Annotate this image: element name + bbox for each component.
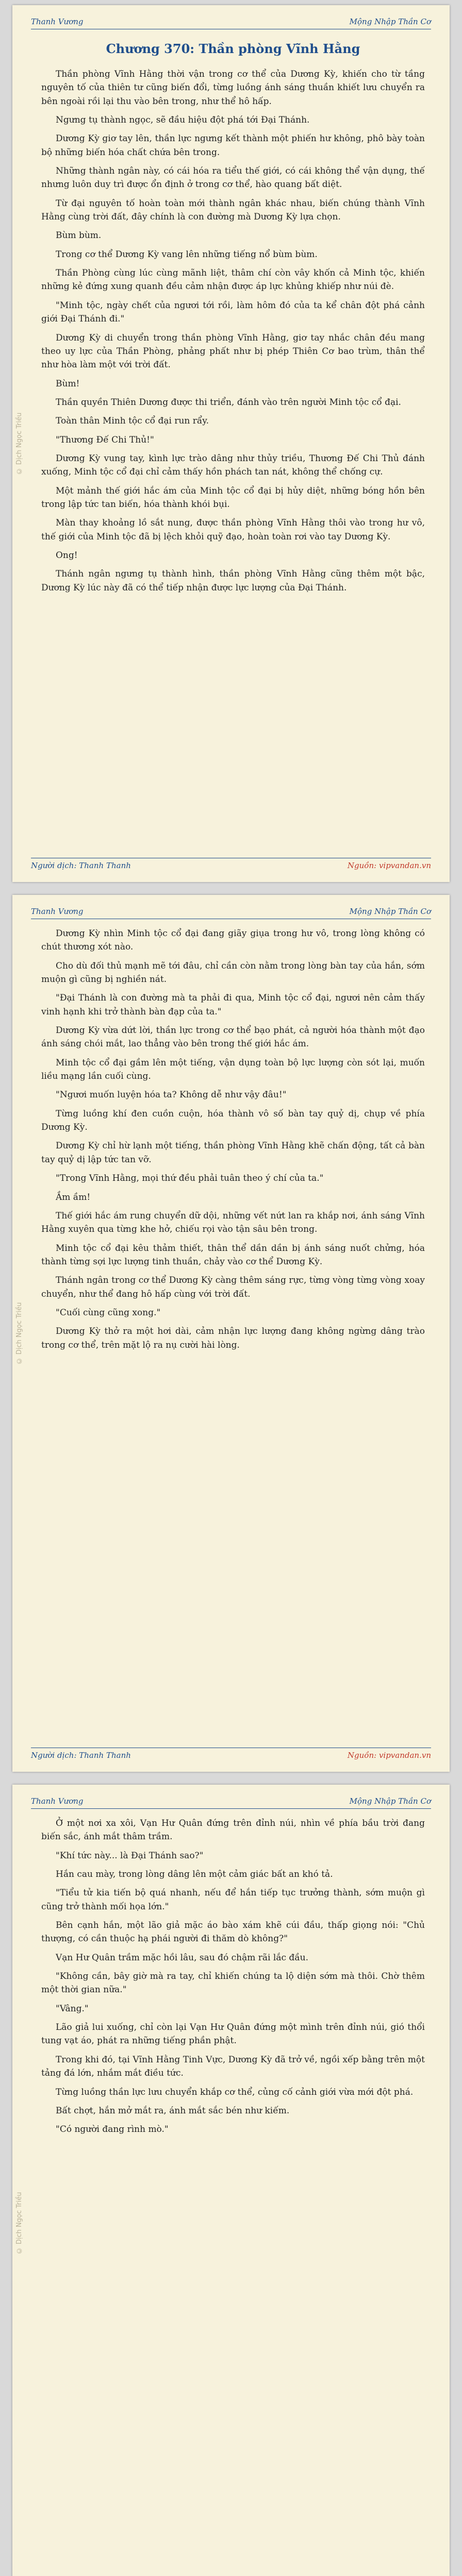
- paragraph: Ngưng tụ thành ngọc, sẽ đầu hiệu đột phá tới Đại Thánh.: [56, 115, 310, 126]
- paragraph: Một mảnh thế giới hắc ám của Minh tộc cổ đại bị hủy diệt, những bóng hồn bên trong lập tức tan biến, hóa thành khói bụi.: [41, 485, 425, 510]
- paragraph: Thần phòng Vĩnh Hằng thời vận trong cơ thể của Dương Kỳ, khiến cho từ tầng nguyên tố của thiên tư cũng biến đổi, từng luồng ánh sáng thuần khiết lưu chuyển ra bên ngoài rồi lại thu vào bên trong, như thể hô hấp.: [41, 69, 425, 107]
- paragraph: Dương Kỳ di chuyển trong thần phòng Vĩnh Hằng, giơ tay nhắc chân đều mang theo uy lực của Thần Phòng, phảng phất như bị phép Thiên Cơ bao trùm, thân thể như hòa làm một với trời đất.: [41, 332, 425, 370]
- paragraph: Bất chợt, hắn mở mắt ra, ánh mắt sắc bén như kiếm.: [56, 2105, 290, 2116]
- paragraph: Từ đại nguyên tố hoàn toàn mới thành ngân khác nhau, biến chúng thành Vĩnh Hằng cùng trời đất, đây chính là con đường mà Dương Kỳ lựa chọn.: [41, 198, 425, 223]
- paragraph: Ở một nơi xa xôi, Vạn Hư Quân đứng trên đỉnh núi, nhìn về phía bầu trời đang biến sắc, ánh mắt thâm trầm.: [41, 1818, 425, 1842]
- paragraph: Bùm bùm.: [56, 230, 102, 241]
- paragraph: "Tiểu tử kia tiến bộ quá nhanh, nếu để hắn tiếp tục trưởng thành, sớm muộn gì cũng trở thành mối họa lớn.": [41, 1888, 425, 1912]
- header-title: Mộng Nhập Thần Cơ: [349, 1797, 431, 1806]
- page-header: [31, 14, 431, 29]
- paragraph: Những thành ngân này, có cái hóa ra tiểu thế giới, có cái không thể vận dụng, thế nhưng luôn duy trì được ổn định ở trong cơ thể, hào quang bất diệt.: [41, 166, 425, 190]
- page-body: [41, 927, 425, 1741]
- paragraph: Dương Kỳ vung tay, kình lực trào dâng như thủy triều, Thương Đế Chi Thủ đánh xuống, Minh tộc cổ đại chỉ cảm thấy hồn phách tan nát, không thể chống cự.: [41, 453, 425, 478]
- paragraph: Từng luồng thần lực lưu chuyển khắp cơ thể, củng cố cảnh giới vừa mới đột phá.: [56, 2087, 414, 2097]
- footer-source-link[interactable]: Nguồn: vipvandan.vn: [347, 861, 431, 870]
- paragraph: Thần quyền Thiên Dương được thi triển, đánh vào trên người Minh tộc cổ đại.: [56, 397, 401, 408]
- footer-source-link[interactable]: Nguồn: vipvandan.vn: [347, 1751, 431, 1760]
- paragraph: Minh tộc cổ đại kêu thảm thiết, thân thể dần dần bị ánh sáng nuốt chửng, hóa thành từng sợi lực lượng tinh thuần, chảy vào cơ thể Dương Kỳ.: [41, 1243, 425, 1267]
- paragraph: Lão giả lui xuống, chỉ còn lại Vạn Hư Quân đứng một mình trên đỉnh núi, gió thổi tung vạt áo, phát ra những tiếng phần phật.: [41, 2022, 425, 2046]
- paragraph: "Vâng.": [56, 2003, 89, 2014]
- paragraph: Toàn thân Minh tộc cổ đại run rẩy.: [56, 416, 209, 427]
- paragraph: Bùm!: [56, 378, 80, 389]
- paragraph: "Có người đang rình mò.": [56, 2124, 169, 2135]
- paragraph: Trong khi đó, tại Vĩnh Hằng Tinh Vực, Dương Kỳ đã trở về, ngồi xếp bằng trên một tảng đá lớn, nhắm mắt điều tức.: [41, 2054, 425, 2079]
- paragraph: Thánh ngân trong cơ thể Dương Kỳ càng thêm sáng rực, từng vòng từng vòng xoay chuyển, như thể đang hô hấp cùng với trời đất.: [41, 1275, 425, 1299]
- header-title: Mộng Nhập Thần Cơ: [349, 907, 431, 916]
- paragraph: Thế giới hắc ám rung chuyển dữ dội, những vết nứt lan ra khắp nơi, ánh sáng Vĩnh Hằng xuyên qua từng khe hở, chiếu rọi vào tận sâu bên trong.: [41, 1210, 425, 1235]
- paragraph: Minh tộc cổ đại gầm lên một tiếng, vận dụng toàn bộ lực lượng còn sót lại, muốn liều mạng lần cuối cùng.: [41, 1057, 425, 1082]
- document-page-1: [12, 5, 450, 882]
- page-header: [31, 1794, 431, 1809]
- paragraph: "Khí tức này... là Đại Thánh sao?": [56, 1850, 204, 1861]
- paragraph: "Minh tộc, ngày chết của ngươi tới rồi, làm hôm đó của ta kể chân đột phá cảnh giới Đại Thánh đi.": [41, 300, 425, 325]
- header-title: Mộng Nhập Thần Cơ: [349, 17, 431, 26]
- paragraph: Ầm ầm!: [56, 1192, 91, 1202]
- paragraph: Dương Kỳ giơ tay lên, thần lực ngưng kết thành một phiến hư không, phô bày toàn bộ những biến hóa chất chứa bên trong.: [41, 133, 425, 158]
- page-header: [31, 904, 431, 919]
- paragraph: Ong!: [56, 550, 78, 561]
- paragraph: Cho dù đối thủ mạnh mẽ tới đâu, chỉ cần còn nằm trong lòng bàn tay của hắn, sớm muộn gì cũng bị nghiền nát.: [41, 960, 425, 985]
- paragraph: "Thương Đế Chi Thủ!": [56, 434, 154, 445]
- header-author: Thanh Vương: [31, 1797, 84, 1806]
- paragraph: "Cuối cùng cũng xong.": [56, 1307, 161, 1318]
- paragraph: Màn thay khoảng lồ sắt nung, được thần phòng Vĩnh Hằng thôi vào trong hư vô, thế giới của Minh tộc đã bị lệch khỏi quỹ đạo, hoàn toàn rơi vào tay Dương Kỳ.: [41, 518, 425, 542]
- paragraph: Từng luồng khí đen cuồn cuộn, hóa thành vô số bàn tay quỷ dị, chụp về phía Dương Kỳ.: [41, 1108, 425, 1133]
- side-watermark: © Dịch Ngọc Triều: [15, 2192, 23, 2255]
- footer-translator: Người dịch: Thanh Thanh: [31, 1751, 131, 1760]
- paragraph: Hắn cau mày, trong lòng dâng lên một cảm giác bất an khó tả.: [56, 1869, 333, 1880]
- paragraph: Vạn Hư Quân trầm mặc hồi lâu, sau đó chậm rãi lắc đầu.: [56, 1952, 309, 1963]
- paragraph: Dương Kỳ nhìn Minh tộc cổ đại đang giãy giụa trong hư vô, trong lòng không có chút thương xót nào.: [41, 928, 425, 953]
- paragraph: "Ngươi muốn luyện hóa ta? Không dễ như vậy đâu!": [56, 1090, 287, 1100]
- paragraph: Thần Phòng cùng lúc cùng mãnh liệt, thâm chí còn vây khốn cả Minh tộc, khiến những kẻ đứng xung quanh đều cảm nhận được áp lực khủng khiếp như núi đè.: [41, 268, 425, 292]
- paragraph: Trong cơ thể Dương Kỳ vang lên những tiếng nổ bùm bùm.: [56, 249, 318, 260]
- paragraph: Dương Kỳ chỉ hừ lạnh một tiếng, thần phòng Vĩnh Hằng khẽ chấn động, tất cả bàn tay quỷ dị lập tức tan vỡ.: [41, 1141, 425, 1165]
- side-watermark: © Dịch Ngọc Triều: [15, 412, 23, 475]
- page-footer: [31, 858, 431, 873]
- side-watermark: © Dịch Ngọc Triều: [15, 1302, 23, 1365]
- paragraph: "Không cần, bây giờ mà ra tay, chỉ khiến chúng ta lộ diện sớm mà thôi. Chờ thêm một thời gian nữa.": [41, 1971, 425, 1995]
- header-author: Thanh Vương: [31, 907, 84, 916]
- paragraph: Thánh ngân ngưng tụ thành hình, thần phòng Vĩnh Hằng cũng thêm một bậc, Dương Kỳ lúc này đã có thể tiếp nhận được lực lượng của Đại Thánh.: [41, 569, 425, 593]
- page-body: [41, 1817, 425, 2576]
- document-page-2: [12, 895, 450, 1772]
- paragraph: "Đại Thánh là con đường mà ta phải đi qua, Minh tộc cổ đại, ngươi nên cảm thấy vinh hạnh khi trở thành bàn đạp của ta.": [41, 993, 425, 1017]
- header-author: Thanh Vương: [31, 17, 84, 26]
- paragraph: Dương Kỳ vừa dứt lời, thần lực trong cơ thể bạo phát, cả người hóa thành một đạo ánh sáng chói mắt, lao thẳng vào bên trong thế giới hắc ám.: [41, 1025, 425, 1049]
- paragraph: Dương Kỳ thở ra một hơi dài, cảm nhận lực lượng đang không ngừng dâng trào trong cơ thể, trên mặt lộ ra nụ cười hài lòng.: [41, 1326, 425, 1350]
- paragraph: Bên cạnh hắn, một lão giả mặc áo bào xám khẽ cúi đầu, thấp giọng nói: "Chủ thượng, có cần thuộc hạ phái người đi thăm dò không?": [41, 1920, 425, 1944]
- footer-translator: Người dịch: Thanh Thanh: [31, 861, 131, 870]
- paragraph: "Trong Vĩnh Hằng, mọi thứ đều phải tuân theo ý chí của ta.": [56, 1173, 324, 1184]
- chapter-title: Chương 370: Thần phòng Vĩnh Hằng: [106, 41, 360, 56]
- page-body: [41, 37, 425, 851]
- document-page-3: [12, 1785, 450, 2576]
- page-footer: [31, 1748, 431, 1762]
